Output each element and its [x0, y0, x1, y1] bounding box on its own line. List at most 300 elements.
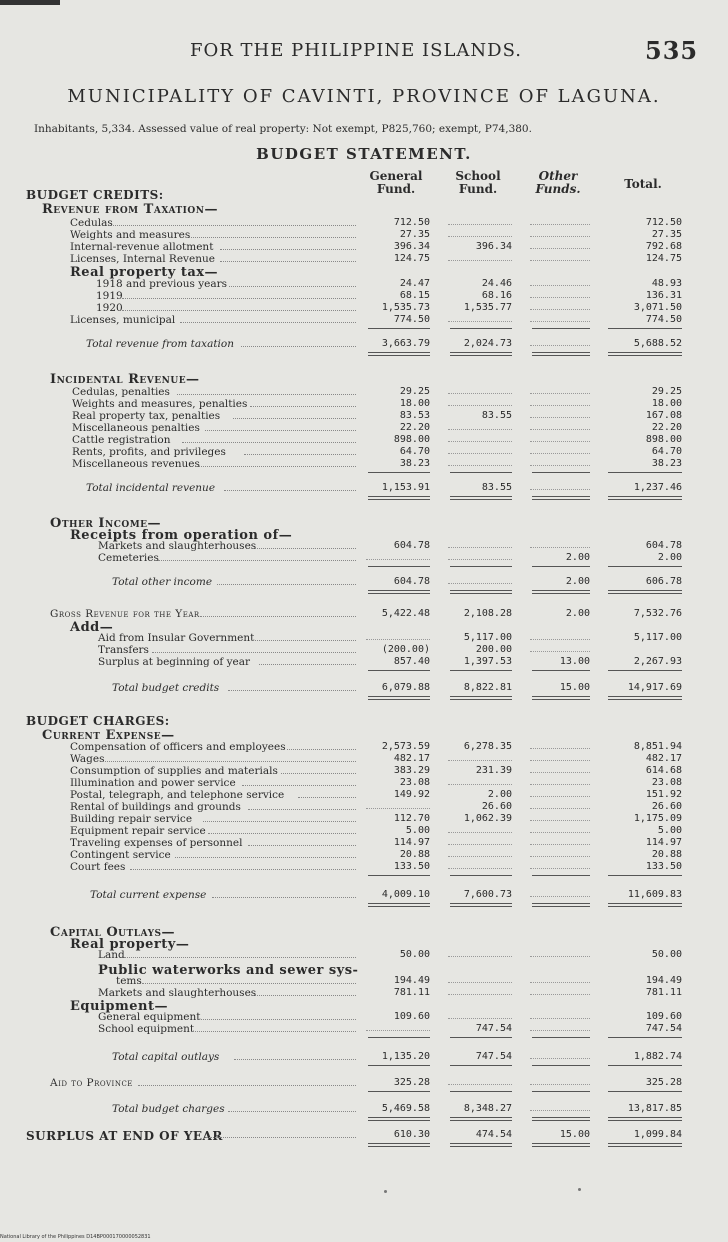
value-total: 2.00 — [657, 552, 682, 563]
leader-dots — [224, 490, 356, 491]
value-total: 898.00 — [645, 434, 682, 445]
value-total: 23.08 — [651, 777, 682, 788]
value-general: 112.70 — [393, 813, 430, 824]
empty-cell-dots — [530, 224, 590, 225]
column-rule — [450, 696, 512, 697]
value-school: 2.00 — [487, 789, 512, 800]
value-general: 50.00 — [399, 949, 430, 960]
row-label: Total incidental revenue — [86, 482, 216, 494]
value-general: 857.40 — [393, 656, 430, 667]
column-rule — [532, 670, 590, 671]
table-row — [0, 446, 728, 458]
leader-dots — [244, 454, 356, 455]
empty-cell-dots — [530, 1030, 590, 1031]
value-school: 5,117.00 — [463, 632, 512, 643]
value-general: 2,573.59 — [381, 741, 430, 752]
column-rule — [450, 903, 512, 904]
column-rule — [608, 670, 682, 671]
column-rule — [532, 699, 590, 700]
table-row — [0, 813, 728, 825]
table-row — [0, 253, 728, 265]
column-rule — [532, 472, 590, 473]
column-rule — [450, 1120, 512, 1121]
value-total: 194.49 — [645, 975, 682, 986]
empty-cell-dots — [530, 309, 590, 310]
value-total: 482.17 — [645, 753, 682, 764]
table-row — [0, 229, 728, 241]
value-total: 136.31 — [645, 290, 682, 301]
column-rule — [608, 355, 682, 356]
leader-dots — [229, 286, 356, 287]
budget-charges-title: BUDGET CHARGES: — [26, 714, 170, 728]
column-rule — [532, 352, 590, 353]
value-general: 29.25 — [399, 386, 430, 397]
value-other: 15.00 — [559, 682, 590, 693]
table-row — [0, 1011, 728, 1023]
column-rule — [608, 1091, 682, 1092]
value-general: 1,535.73 — [381, 302, 430, 313]
empty-cell-dots — [448, 405, 512, 406]
value-school: 747.54 — [475, 1051, 512, 1062]
value-general: 4,009.10 — [381, 889, 430, 900]
column-rule — [368, 699, 430, 700]
total-row — [0, 1051, 728, 1063]
column-rule — [608, 1143, 682, 1144]
value-total: 124.75 — [645, 253, 682, 264]
value-total: 29.25 — [651, 386, 682, 397]
column-rule — [368, 593, 430, 594]
waterworks-label: Public waterworks and sewer sys- — [98, 963, 359, 978]
empty-cell-dots — [448, 982, 512, 983]
value-school: 83.55 — [481, 482, 512, 493]
row-label: Land — [98, 949, 125, 961]
column-rule — [368, 590, 430, 591]
empty-cell-dots — [448, 393, 512, 394]
column-rule — [450, 1037, 512, 1038]
row-label: Court fees — [70, 861, 126, 873]
value-general: 27.35 — [399, 229, 430, 240]
column-rule — [532, 496, 590, 497]
row-label: Miscellaneous revenues — [72, 458, 200, 470]
leader-dots — [180, 322, 356, 323]
value-school: 1,535.77 — [463, 302, 512, 313]
value-general: 38.23 — [399, 458, 430, 469]
value-total: 5,688.52 — [633, 338, 682, 349]
receipts-subhead: Receipts from operation of— — [70, 528, 293, 543]
empty-cell-dots — [366, 639, 430, 640]
empty-cell-dots — [530, 868, 590, 869]
empty-cell-dots — [530, 820, 590, 821]
table-row — [0, 552, 728, 564]
value-general: 64.70 — [399, 446, 430, 457]
empty-cell-dots — [530, 321, 590, 322]
value-general: 133.50 — [393, 861, 430, 872]
row-label: Weights and measures, penalties — [72, 398, 248, 410]
value-total: 11,609.83 — [627, 889, 682, 900]
value-school: 7,600.73 — [463, 889, 512, 900]
row-label: Real property tax, penalties — [72, 410, 221, 422]
column-rule — [450, 1117, 512, 1118]
leader-dots — [253, 548, 356, 549]
empty-cell-dots — [448, 559, 512, 560]
row-label: Equipment repair service — [70, 825, 206, 837]
table-row — [0, 949, 728, 961]
row-label: School equipment — [98, 1023, 195, 1035]
empty-cell-dots — [448, 844, 512, 845]
value-general: 83.53 — [399, 410, 430, 421]
row-label: Internal-revenue allotment — [70, 241, 214, 253]
value-general: 3,663.79 — [381, 338, 430, 349]
value-school: 2,024.73 — [463, 338, 512, 349]
value-school: 8,822.81 — [463, 682, 512, 693]
other-income-subhead: Other Income— — [50, 516, 162, 531]
row-label: Traveling expenses of personnel — [70, 837, 243, 849]
column-rule — [608, 875, 682, 876]
inhabitants-line: Inhabitants, 5,334. Assessed value of real property: Not exempt, P825,760; exempt, P74,380. — [34, 123, 532, 135]
column-rule — [532, 1146, 590, 1147]
page-number: 535 — [645, 36, 699, 65]
row-label: Total budget charges — [112, 1103, 225, 1115]
table-row — [0, 632, 728, 644]
column-rule — [368, 1143, 430, 1144]
value-general: 781.11 — [393, 987, 430, 998]
value-school: 1,062.39 — [463, 813, 512, 824]
value-total: 20.88 — [651, 849, 682, 860]
empty-cell-dots — [530, 651, 590, 652]
value-total: 604.78 — [645, 540, 682, 551]
column-rule — [368, 472, 430, 473]
column-rule — [532, 903, 590, 904]
column-rule — [532, 566, 590, 567]
leader-dots — [177, 394, 356, 395]
value-general: 124.75 — [393, 253, 430, 264]
value-total: 22.20 — [651, 422, 682, 433]
column-header-school: School Fund. — [455, 169, 501, 196]
column-rule — [608, 906, 682, 907]
aid-province-row — [0, 1077, 728, 1089]
column-rule — [608, 696, 682, 697]
real-property-subhead: Real property— — [70, 937, 190, 952]
empty-cell-dots — [448, 856, 512, 857]
value-general: 383.29 — [393, 765, 430, 776]
leader-dots — [248, 845, 356, 846]
page-speck — [578, 1188, 581, 1191]
row-label: Markets and slaughterhouses — [98, 987, 257, 999]
value-total: 1,882.74 — [633, 1051, 682, 1062]
row-label: Compensation of officers and employees — [70, 741, 286, 753]
column-header-other: Other Funds. — [535, 169, 581, 196]
value-total: 712.50 — [645, 217, 682, 228]
value-total: 26.60 — [651, 801, 682, 812]
empty-cell-dots — [530, 896, 590, 897]
value-total: 614.68 — [645, 765, 682, 776]
table-row — [0, 1023, 728, 1035]
column-rule — [532, 1065, 590, 1066]
column-rule — [450, 699, 512, 700]
value-general: 610.30 — [393, 1129, 430, 1140]
leader-dots — [250, 406, 356, 407]
column-rule — [532, 593, 590, 594]
value-other: 2.00 — [565, 576, 590, 587]
column-rule — [368, 355, 430, 356]
column-rule — [532, 355, 590, 356]
leader-dots — [228, 1111, 356, 1112]
column-rule — [608, 1065, 682, 1066]
value-general: (200.00) — [381, 644, 430, 655]
table-row — [0, 278, 728, 290]
leader-dots — [113, 225, 356, 226]
empty-cell-dots — [530, 784, 590, 785]
empty-cell-dots — [530, 248, 590, 249]
total-row — [0, 338, 728, 350]
value-school: 6,278.35 — [463, 741, 512, 752]
value-total: 1,099.84 — [633, 1129, 682, 1140]
value-school: 1,397.53 — [463, 656, 512, 667]
column-rule — [450, 1091, 512, 1092]
empty-cell-dots — [530, 405, 590, 406]
empty-cell-dots — [448, 465, 512, 466]
row-label: Illumination and power service — [70, 777, 236, 789]
value-total: 5,117.00 — [633, 632, 682, 643]
column-rule — [532, 499, 590, 500]
row-label: Total other income — [112, 576, 213, 588]
empty-cell-dots — [530, 236, 590, 237]
column-rule — [608, 499, 682, 500]
row-label: Rents, profits, and privileges — [72, 446, 226, 458]
surplus-row — [0, 1129, 728, 1141]
row-label: Aid from Insular Government — [98, 632, 255, 644]
empty-cell-dots — [530, 1084, 590, 1085]
leader-dots — [122, 298, 356, 299]
empty-cell-dots — [530, 808, 590, 809]
leader-dots — [287, 749, 356, 750]
value-total: 109.60 — [645, 1011, 682, 1022]
value-general: 898.00 — [393, 434, 430, 445]
column-rule — [450, 499, 512, 500]
table-row — [0, 644, 728, 656]
column-rule — [368, 1065, 430, 1066]
column-rule — [608, 496, 682, 497]
value-total: 792.68 — [645, 241, 682, 252]
value-school: 396.34 — [475, 241, 512, 252]
leader-dots — [220, 249, 356, 250]
column-rule — [450, 566, 512, 567]
table-row — [0, 753, 728, 765]
leader-dots — [217, 584, 356, 585]
column-rule — [608, 1037, 682, 1038]
value-other: 15.00 — [559, 1129, 590, 1140]
value-school: 200.00 — [475, 644, 512, 655]
column-rule — [368, 1146, 430, 1147]
leader-dots — [253, 640, 356, 641]
table-row — [0, 825, 728, 837]
value-total: 2,267.93 — [633, 656, 682, 667]
column-rule — [608, 590, 682, 591]
empty-cell-dots — [448, 429, 512, 430]
value-general: 482.17 — [393, 753, 430, 764]
empty-cell-dots — [448, 1084, 512, 1085]
value-total: 5.00 — [657, 825, 682, 836]
row-label: Aid to Province — [50, 1077, 133, 1089]
column-header-total: Total. — [624, 177, 662, 191]
column-rule — [450, 328, 512, 329]
column-rule — [368, 696, 430, 697]
empty-cell-dots — [530, 982, 590, 983]
value-general: 1,153.91 — [381, 482, 430, 493]
top-rule — [0, 0, 60, 5]
empty-cell-dots — [530, 760, 590, 761]
value-general: 396.34 — [393, 241, 430, 252]
row-label: Cedulas — [70, 217, 113, 229]
value-other: 13.00 — [559, 656, 590, 667]
value-total: 48.93 — [651, 278, 682, 289]
empty-cell-dots — [448, 832, 512, 833]
empty-cell-dots — [448, 260, 512, 261]
table-row — [0, 290, 728, 302]
capital-outlays-subhead: Capital Outlays— — [50, 925, 176, 940]
total-row — [0, 889, 728, 901]
table-row — [0, 458, 728, 470]
row-label: Contingent service — [70, 849, 171, 861]
value-total: 14,917.69 — [627, 682, 682, 693]
real-property-subhead: Real property tax— — [70, 265, 219, 280]
value-total: 13,817.85 — [627, 1103, 682, 1114]
column-rule — [450, 590, 512, 591]
taxation-subhead: Revenue from Taxation— — [42, 202, 218, 217]
municipality-title: MUNICIPALITY OF CAVINTI, PROVINCE OF LAGUNA. — [67, 86, 661, 107]
leader-dots — [212, 897, 356, 898]
value-total: 747.54 — [645, 1023, 682, 1034]
value-general: 22.20 — [399, 422, 430, 433]
value-total: 325.28 — [645, 1077, 682, 1088]
empty-cell-dots — [448, 994, 512, 995]
row-label: Rental of buildings and grounds — [70, 801, 241, 813]
value-total: 8,851.94 — [633, 741, 682, 752]
value-total: 774.50 — [645, 314, 682, 325]
value-school: 83.55 — [481, 410, 512, 421]
table-row — [0, 386, 728, 398]
page-speck — [384, 1190, 387, 1193]
leader-dots — [259, 664, 356, 665]
column-rule — [532, 875, 590, 876]
leader-dots — [208, 833, 356, 834]
leader-dots — [206, 1137, 356, 1138]
leader-dots — [200, 616, 356, 617]
row-label: Markets and slaughterhouses — [98, 540, 257, 552]
column-rule — [450, 496, 512, 497]
value-general: 6,079.88 — [381, 682, 430, 693]
leader-dots — [158, 560, 356, 561]
empty-cell-dots — [448, 1018, 512, 1019]
value-total: 151.92 — [645, 789, 682, 800]
leader-dots — [186, 237, 356, 238]
column-rule — [608, 352, 682, 353]
value-general: 18.00 — [399, 398, 430, 409]
empty-cell-dots — [530, 297, 590, 298]
empty-cell-dots — [448, 321, 512, 322]
empty-cell-dots — [448, 236, 512, 237]
empty-cell-dots — [530, 994, 590, 995]
leader-dots — [203, 821, 356, 822]
row-label: Consumption of supplies and materials — [70, 765, 278, 777]
column-rule — [450, 1146, 512, 1147]
leader-dots — [281, 773, 356, 774]
column-rule — [450, 593, 512, 594]
column-rule — [368, 875, 430, 876]
row-label: Cattle registration — [72, 434, 171, 446]
column-rule — [368, 1091, 430, 1092]
empty-cell-dots — [530, 417, 590, 418]
table-row — [0, 849, 728, 861]
empty-cell-dots — [530, 639, 590, 640]
column-rule — [608, 1146, 682, 1147]
value-total: 18.00 — [651, 398, 682, 409]
leader-dots — [142, 983, 356, 984]
empty-cell-dots — [530, 465, 590, 466]
table-row — [0, 656, 728, 668]
value-general: 5.00 — [405, 825, 430, 836]
empty-cell-dots — [530, 547, 590, 548]
column-rule — [450, 670, 512, 671]
footer-source: National Library of the Philippines D14BP000170000052831 — [0, 1234, 151, 1240]
empty-cell-dots — [530, 856, 590, 857]
column-rule — [532, 1091, 590, 1092]
row-label: Licenses, municipal — [70, 314, 176, 326]
row-label: Wages — [70, 753, 105, 765]
table-row — [0, 861, 728, 873]
empty-cell-dots — [530, 796, 590, 797]
table-row — [0, 540, 728, 552]
value-general: 604.78 — [393, 576, 430, 587]
value-total: 64.70 — [651, 446, 682, 457]
leader-dots — [220, 261, 356, 262]
row-label: 1920 — [96, 302, 123, 314]
column-rule — [532, 906, 590, 907]
leader-dots — [102, 761, 356, 762]
column-rule — [608, 1120, 682, 1121]
table-row — [0, 302, 728, 314]
leader-dots — [253, 995, 356, 996]
column-rule — [368, 903, 430, 904]
leader-dots — [199, 466, 356, 467]
leader-dots — [298, 797, 356, 798]
value-total: 27.35 — [651, 229, 682, 240]
budget-credits-title: BUDGET CREDITS: — [26, 188, 164, 202]
table-row — [0, 801, 728, 813]
leader-dots — [122, 310, 356, 311]
empty-cell-dots — [530, 393, 590, 394]
value-general: 5,422.48 — [381, 608, 430, 619]
row-label: Licenses, Internal Revenue — [70, 253, 215, 265]
column-rule — [532, 1117, 590, 1118]
table-row — [0, 765, 728, 777]
value-total: 133.50 — [645, 861, 682, 872]
value-school: 2,108.28 — [463, 608, 512, 619]
value-general: 68.15 — [399, 290, 430, 301]
value-general: 114.97 — [393, 837, 430, 848]
total-row — [0, 682, 728, 694]
empty-cell-dots — [530, 748, 590, 749]
empty-cell-dots — [448, 547, 512, 548]
column-rule — [532, 590, 590, 591]
empty-cell-dots — [448, 784, 512, 785]
empty-cell-dots — [366, 559, 430, 560]
value-general: 23.08 — [399, 777, 430, 788]
value-total: 3,071.50 — [633, 302, 682, 313]
statement-title: BUDGET STATEMENT. — [256, 145, 472, 163]
row-label: Total budget credits — [112, 682, 220, 694]
empty-cell-dots — [530, 832, 590, 833]
